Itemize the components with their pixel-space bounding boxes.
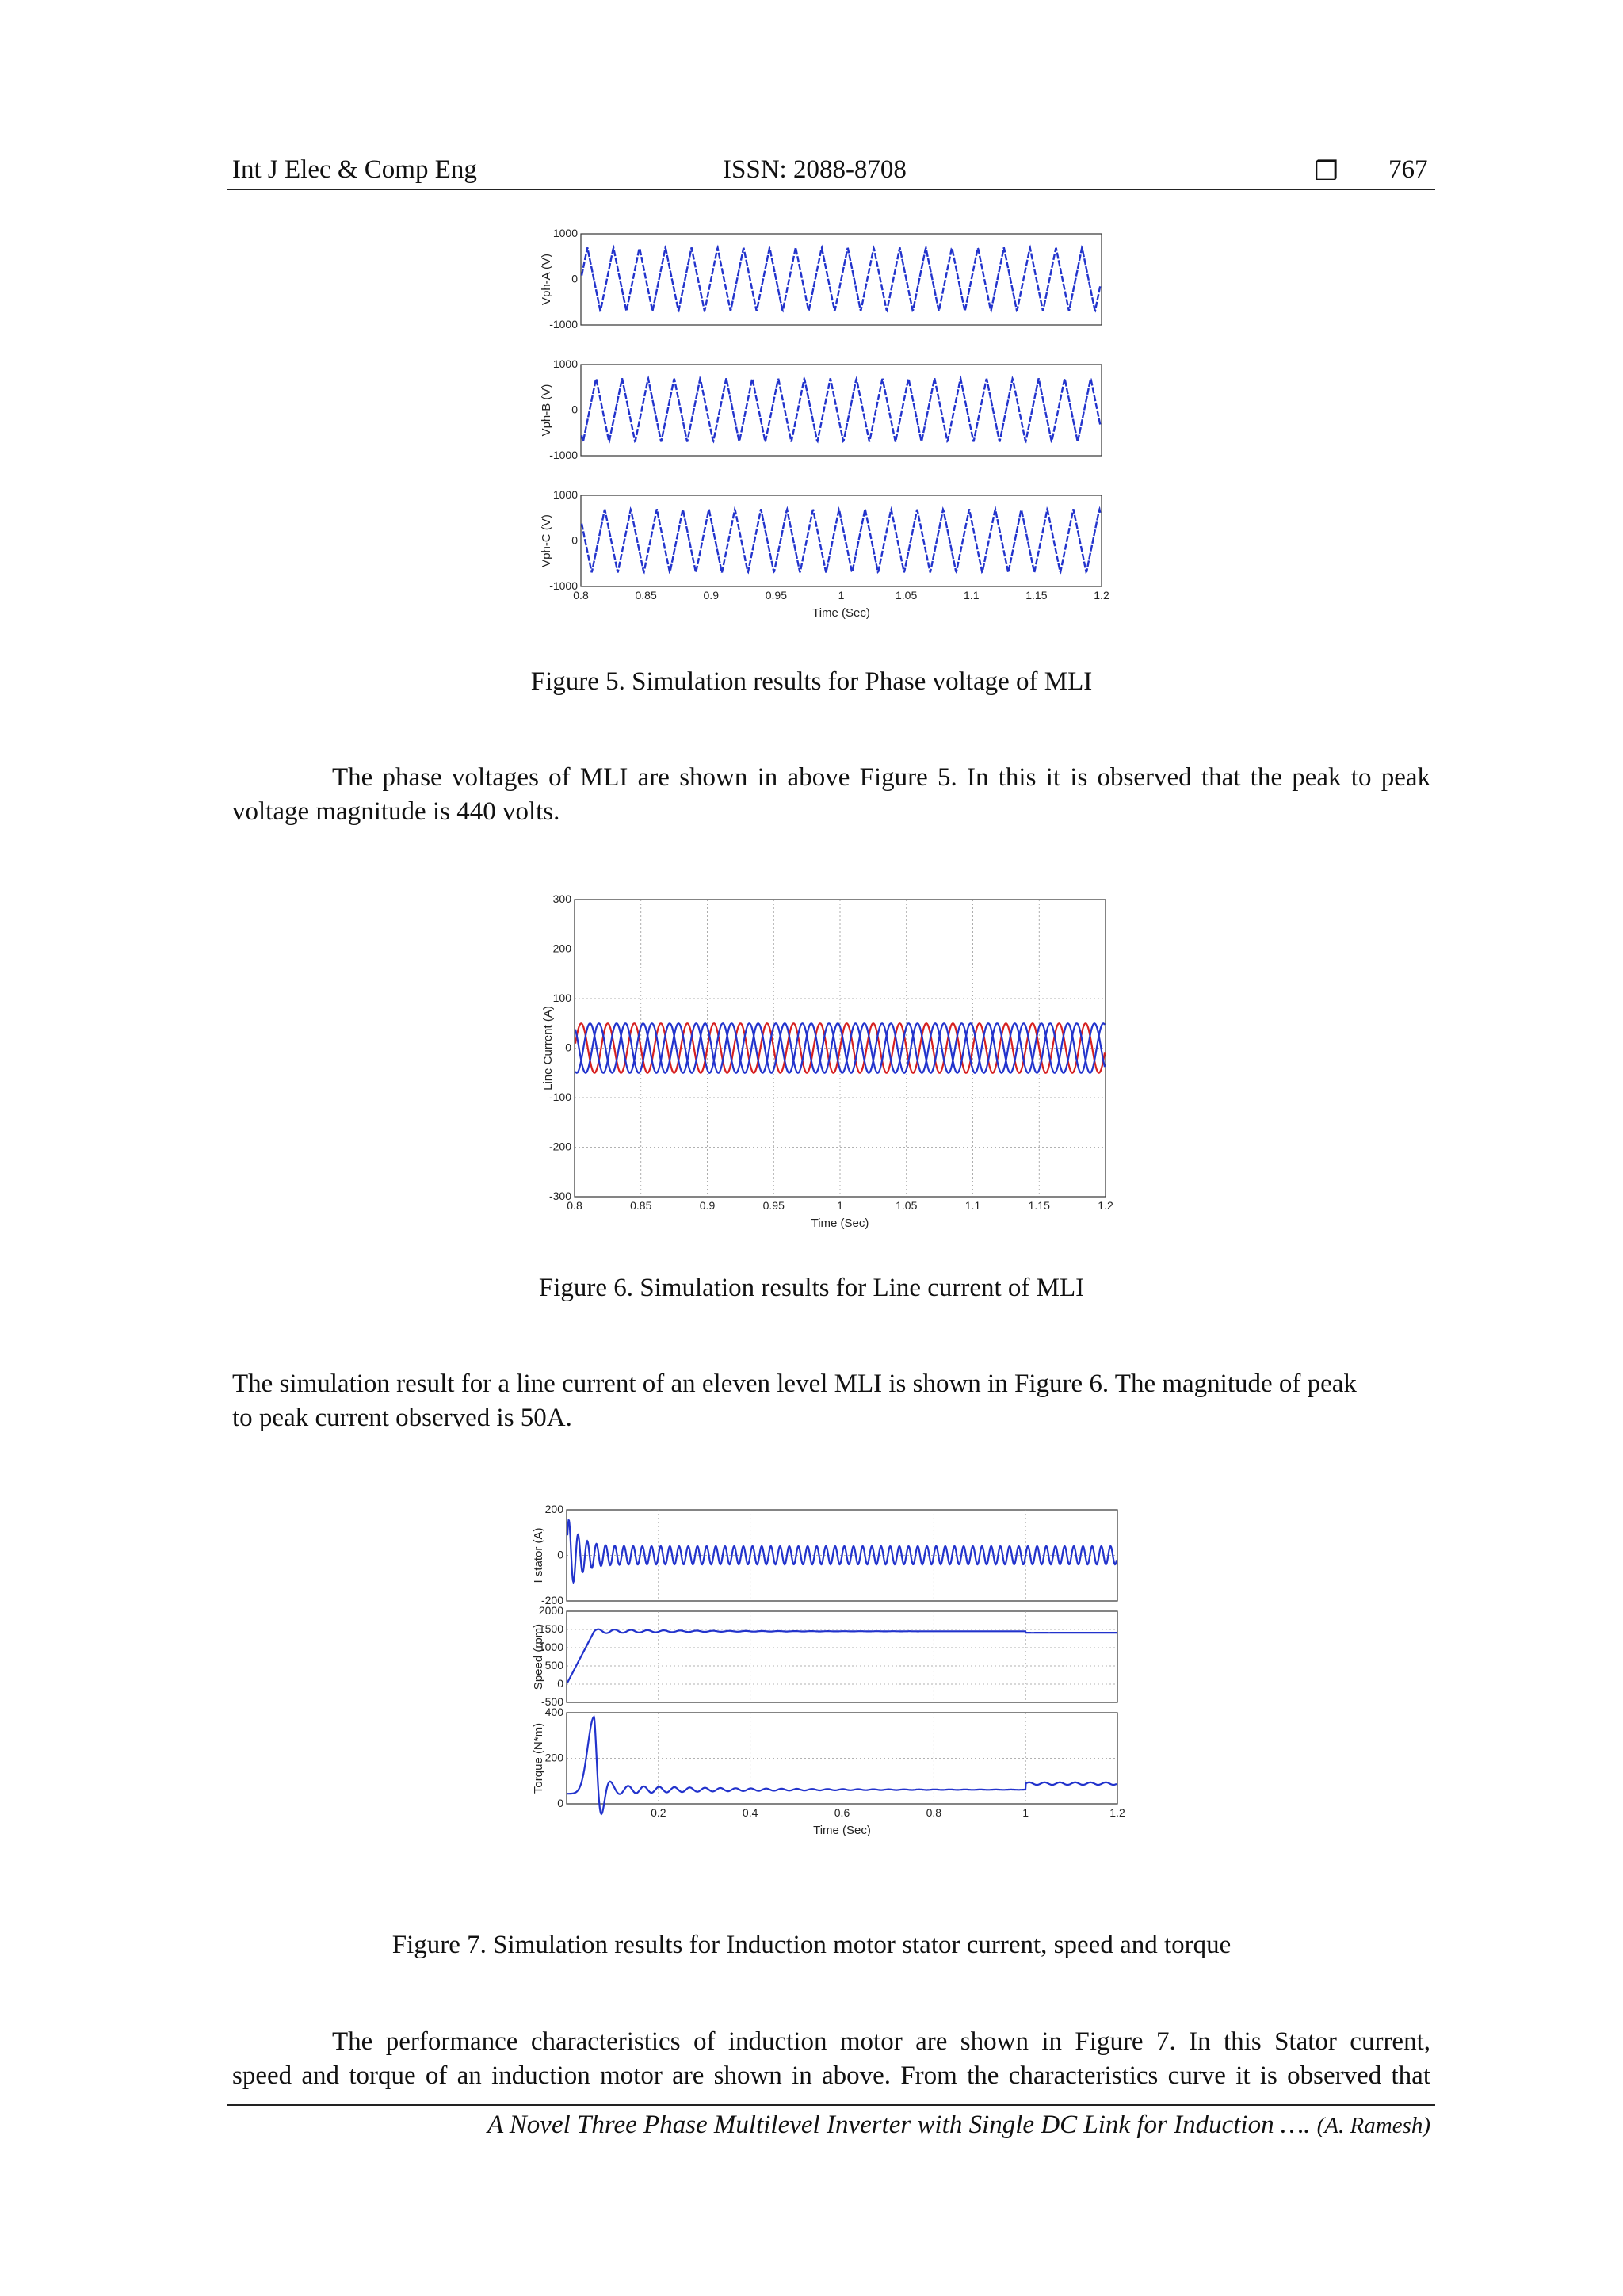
- journal-name: Int J Elec & Comp Eng: [232, 155, 477, 184]
- y-tick-label: 0: [571, 272, 578, 285]
- y-axis-label: Torque (N*m): [532, 1722, 545, 1794]
- running-footer: [487, 2111, 1430, 2140]
- header-rule: [227, 189, 1435, 190]
- y-axis-label: Line Current (A): [541, 1006, 555, 1091]
- x-tick-label: 1.15: [1028, 1199, 1050, 1212]
- y-tick-label: -300: [548, 1190, 571, 1202]
- y-tick-label: -1000: [549, 318, 578, 330]
- y-tick-label: 200: [544, 1751, 563, 1764]
- x-tick-label: 1: [837, 1199, 843, 1212]
- paragraph-fig5: [232, 761, 1430, 829]
- x-tick-label: 0.9: [703, 589, 719, 602]
- figure-7-chart: [523, 1502, 1133, 1906]
- footer-rule: [227, 2104, 1435, 2106]
- footer-author: (A. Ramesh): [1316, 2113, 1430, 2138]
- y-tick-label: -200: [540, 1594, 563, 1606]
- paragraph-fig7: [232, 2025, 1430, 2093]
- x-tick-label: 1.1: [964, 589, 980, 602]
- y-tick-label: 2000: [538, 1604, 563, 1617]
- figure-5-caption: Figure 5. Simulation results for Phase voltage of MLI: [530, 667, 1093, 696]
- y-tick-label: 0: [571, 403, 578, 416]
- paragraph-line: The phase voltages of MLI are shown in above Figure 5. In this it is observed that the peak to peak: [332, 763, 1430, 792]
- y-tick-label: 0: [571, 533, 578, 547]
- paragraph-line: to peak current observed is 50A.: [232, 1404, 572, 1432]
- issn: ISSN: 2088-8708: [723, 155, 907, 184]
- x-tick-label: 1.05: [896, 1199, 918, 1212]
- x-tick-label: 0.2: [651, 1806, 666, 1819]
- y-tick-label: 1500: [538, 1622, 563, 1635]
- x-tick-label: 0.85: [635, 589, 657, 602]
- x-tick-label: 1.15: [1025, 589, 1048, 602]
- y-axis-label: Vph-B (V): [540, 384, 553, 437]
- y-tick-label: 400: [544, 1706, 563, 1718]
- y-tick-label: -1000: [549, 579, 578, 592]
- x-axis-label: Time (Sec): [812, 606, 870, 620]
- axes-frame: [581, 495, 1102, 586]
- y-tick-label: 1000: [552, 357, 578, 370]
- y-tick-label: 0: [565, 1041, 571, 1054]
- paragraph-line: voltage magnitude is 440 volts.: [232, 797, 560, 826]
- y-tick-label: 300: [552, 892, 571, 905]
- y-tick-label: 0: [557, 1548, 563, 1561]
- x-tick-label: 1.05: [896, 589, 918, 602]
- x-tick-label: 1: [1022, 1806, 1029, 1819]
- y-axis-label: Speed (rpm): [532, 1623, 545, 1690]
- x-tick-label: 1.2: [1098, 1199, 1113, 1212]
- y-axis-label: Vph-C (V): [540, 514, 553, 567]
- x-tick-label: 1.2: [1094, 589, 1109, 602]
- paragraph-line: speed and torque of an induction motor are shown in above. From the characteristics curve it is observed that: [232, 2061, 1430, 2090]
- y-tick-label: 0: [557, 1677, 563, 1690]
- axes-frame: [581, 365, 1102, 456]
- y-tick-label: 1000: [538, 1641, 563, 1653]
- x-axis-label: Time (Sec): [811, 1217, 869, 1230]
- y-axis-label: Vph-A (V): [540, 253, 553, 306]
- x-tick-label: 1.1: [964, 1199, 981, 1212]
- y-tick-label: 200: [544, 1503, 563, 1515]
- x-tick-label: 0.85: [630, 1199, 652, 1212]
- x-tick-label: 1.2: [1109, 1806, 1125, 1819]
- figure-5: [523, 226, 1117, 638]
- y-tick-label: -200: [548, 1140, 571, 1153]
- y-tick-label: -500: [540, 1695, 563, 1708]
- y-tick-label: 0: [557, 1797, 563, 1809]
- figure-7: [523, 1502, 1133, 1906]
- axes-frame: [567, 1611, 1117, 1702]
- paragraph-line: The simulation result for a line current of an eleven level MLI is shown in Figure 6. The magnitude of peak: [232, 1370, 1357, 1398]
- y-tick-label: -100: [548, 1091, 571, 1103]
- y-tick-label: -1000: [549, 449, 578, 461]
- paragraph-fig6: [232, 1367, 1430, 1435]
- x-tick-label: 0.95: [762, 1199, 785, 1212]
- x-tick-label: 0.9: [699, 1199, 716, 1212]
- y-tick-label: 1000: [552, 227, 578, 239]
- x-tick-label: 1: [838, 589, 845, 602]
- figure-6-caption: Figure 6. Simulation results for Line current of MLI: [538, 1274, 1085, 1302]
- y-tick-label: 1000: [552, 488, 578, 501]
- figure-6-chart: [523, 892, 1117, 1248]
- figure-7-caption: Figure 7. Simulation results for Induction motor stator current, speed and torque: [391, 1931, 1232, 1959]
- paragraph-line: The performance characteristics of induction motor are shown in Figure 7. In this Stator current,: [332, 2027, 1430, 2056]
- footer-title: A Novel Three Phase Multilevel Inverter with Single DC Link for Induction ….: [487, 2111, 1311, 2139]
- x-tick-label: 0.8: [573, 589, 589, 602]
- y-tick-label: 100: [552, 991, 571, 1004]
- y-tick-label: 200: [552, 942, 571, 955]
- page-number: 767: [1388, 155, 1428, 184]
- y-axis-label: I stator (A): [532, 1527, 545, 1584]
- x-tick-label: 0.6: [834, 1806, 850, 1819]
- figure-6: [523, 892, 1117, 1248]
- y-tick-label: 500: [544, 1659, 563, 1671]
- x-tick-label: 0.8: [567, 1199, 582, 1212]
- x-axis-label: Time (Sec): [813, 1824, 871, 1837]
- box-icon: ❒: [1315, 158, 1338, 186]
- x-tick-label: 0.8: [926, 1806, 942, 1819]
- figure-5-chart: [523, 226, 1117, 638]
- x-tick-label: 0.4: [742, 1806, 758, 1819]
- x-tick-label: 0.95: [765, 589, 787, 602]
